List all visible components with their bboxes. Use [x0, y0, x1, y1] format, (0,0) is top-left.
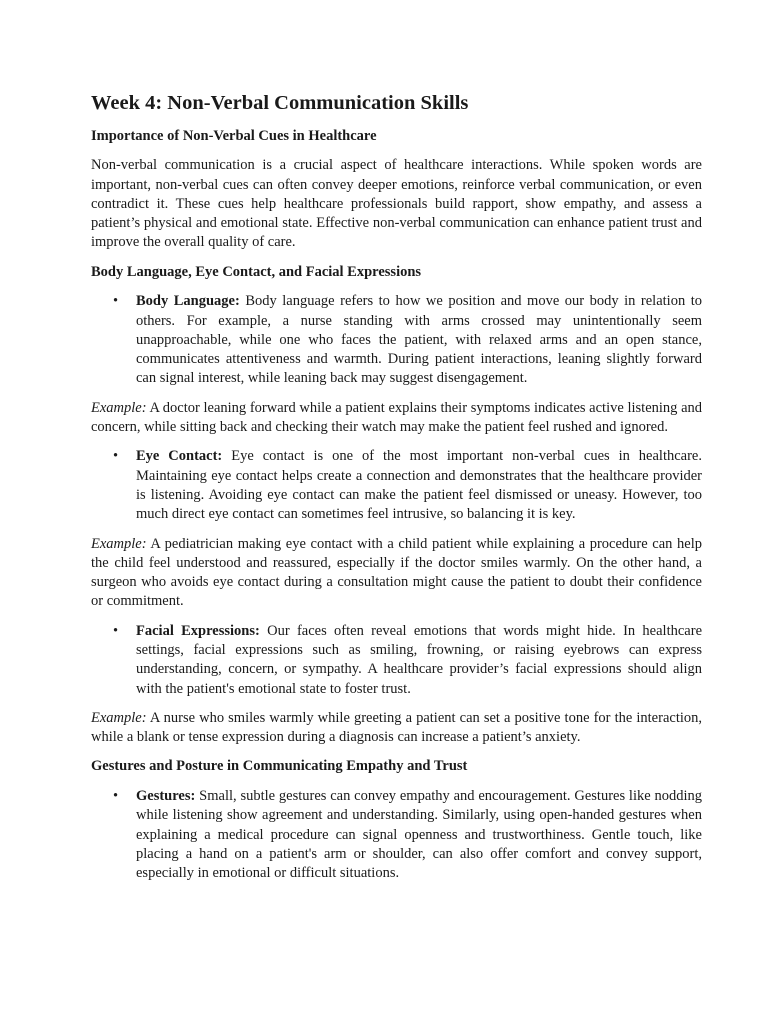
example-text: A doctor leaning forward while a patient explains their symptoms indicates active listening and concern, while sitting back and checking their watch may make the patient feel rushed and ignored.: [91, 399, 703, 436]
list-item-facial-expressions: [91, 622, 702, 699]
bullet-icon: •: [113, 448, 119, 465]
example-label: Example:: [91, 535, 147, 552]
example-text: A nurse who smiles warmly while greeting a patient can set a positive tone for the interaction, while a blank or tense expression during a diagnosis can increase a patient’s anxiety.: [91, 709, 703, 746]
bullet-list-body-language: [91, 292, 702, 388]
term-label: Gestures:: [136, 788, 196, 805]
term-label: Eye Contact:: [136, 448, 223, 465]
list-item-gestures: [91, 787, 702, 883]
list-item-body-language: [91, 292, 702, 388]
bullet-icon: •: [113, 788, 119, 805]
bullet-list-gestures: [91, 787, 702, 883]
term-description: Body language refers to how we position and move our body in relation to others. For example, a nurse standing with arms crossed may unintentionally seem unapproachable, while one who faces the patient, with relaxed arms and an open stance, communicates attentiveness and warmth. During patient interactions, leaning slightly forward can signal interest, while leaning back may suggest disengagement.: [136, 293, 702, 387]
list-item-eye-contact: [91, 447, 702, 524]
term-label: Facial Expressions:: [136, 622, 260, 639]
bullet-list-eye-contact: [91, 447, 702, 524]
page-title: Week 4: Non-Verbal Communication Skills: [91, 92, 469, 114]
section-heading-gestures: Gestures and Posture in Communicating Empathy and Trust: [91, 758, 468, 775]
term-description: Eye contact is one of the most important non-verbal cues in healthcare. Maintaining eye contact helps create a connection and demonstrates that the healthcare provider is listening. Avoiding eye contact can make the patient feel dismissed or uneasy. However, too much direct eye contact can sometimes feel intrusive, so balancing it is key.: [136, 448, 702, 523]
example-paragraph: [91, 709, 702, 748]
bullet-list-facial-expressions: [91, 622, 702, 699]
example-text: A pediatrician making eye contact with a child patient while explaining a procedure can help the child feel understood and reassured, especially if the doctor smiles warmly. On the other hand, a surgeon who avoids eye contact during a consultation might cause the patient to doubt their confidence or commitment.: [91, 535, 702, 610]
example-label: Example:: [91, 399, 147, 416]
intro-paragraph: Non-verbal communication is a crucial aspect of healthcare interactions. While spoken words are important, non-verbal cues can often convey deeper emotions, reinforce verbal communication, or even contradict it. These cues help healthcare professionals build rapport, show empathy, and assess a patient’s physical and emotional state. Effective non-verbal communication can enhance patient trust and improve the overall quality of care.: [91, 157, 702, 251]
example-paragraph: [91, 535, 702, 612]
example-paragraph: [91, 399, 702, 438]
term-description: Our faces often reveal emotions that words might hide. In healthcare settings, facial expressions such as smiling, frowning, or raising eyebrows can express understanding, concern, or sympathy. A healthcare provider’s facial expressions should align with the patient's emotional state to foster trust.: [136, 622, 702, 697]
section-heading-importance: Importance of Non-Verbal Cues in Healthcare: [91, 127, 377, 144]
term-label: Body Language:: [136, 293, 240, 310]
bullet-icon: •: [113, 293, 119, 310]
example-label: Example:: [91, 709, 147, 726]
term-description: Small, subtle gestures can convey empathy and encouragement. Gestures like nodding while listening show agreement and understanding. Similarly, using open-handed gestures when explaining a medical procedure can signal openness and trustworthiness. Gentle touch, like placing a hand on a patient's arm or shoulder, can also offer comfort and convey support, especially in emotional or difficult situations.: [136, 788, 703, 882]
document-page: [91, 90, 702, 894]
section-heading-body-language: Body Language, Eye Contact, and Facial Expressions: [91, 263, 422, 280]
bullet-icon: •: [113, 622, 119, 639]
